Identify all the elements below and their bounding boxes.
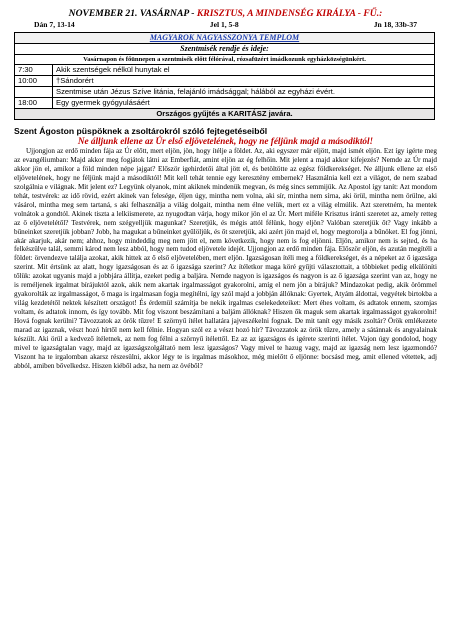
- reading-2: Jel 1, 5-8: [209, 20, 239, 29]
- mass-time: [15, 87, 53, 97]
- mass-time: 10:00: [15, 76, 53, 86]
- mass-intention: †Sándorért: [56, 76, 94, 85]
- schedule-row: [15, 76, 434, 87]
- schedule-row: [15, 65, 434, 76]
- article-title: Szent Ágoston püspöknek a zsoltárokról szóló fejtegetéseiből: [14, 126, 268, 136]
- mass-intention: Egy gyermek gyógyulásáért: [56, 98, 150, 107]
- mass-time: 18:00: [15, 98, 53, 108]
- mass-intention: Akik szentségek nélkül hunytak el: [56, 65, 170, 74]
- bulletin-page: [14, 8, 437, 371]
- rosary-note: Vasárnapon és főünnepen a szentmisék előtt félórával, rózsafüzért imádkozunk egyházközségünkért.: [15, 55, 434, 65]
- collection-notice: Országos gyűjtés a KARITÁSZ javára.: [15, 109, 434, 119]
- feast-title: KRISZTUS, A MINDENSÉG KIRÁLYA - FŰ.:: [196, 8, 383, 19]
- article-body: Ujjongjon az erdő minden fája az Úr előtt, mert eljön, jön, hogy ítélje a földet. Az, aki egyszer már eljött, majd ismét eljön. Ezt így igérte meg az evangéliumban: Majd akkor meg fogjátok látni az Emberfiát, amint eljön az ég felhőin. Mit jelent a majd akkor kifejezés? Nemde az Úr majd akkor jön el, amikor a föld minden népe jajgat? Először igehirdetői által jött el, és betöltötte az egész földkerekséget. Ne álljunk ellene az első eljövetelének, hogy ne féljünk majd a másodiktól! Mit kell tehát tennie egy keresztény embernek? Használnia kell ezt a világot, de nem szabad szolgálnia e világnak. Mit jelent ez? Legyünk olyanok, mint akiknek mindenük megvan, és még sincs semmijük. Az Apostol így tanít: Azt mondom tehát, testvérek: az idő rövid, ezért akinek van felesége, éljen úgy, mintha nem volna, aki sír, mintha nem sírna, aki örül, mintha nem örülne, aki vásárol, mintha meg sem tartaná, s aki felhasználja a világ dolgait, mintha nem élne velük, mert ez a világ elmúlik. Azt szeretném, ha mentek volnátok a gondtól. Akinek tiszta a lelkiismerete, az nyugodtan várja, hogy mikor jön el az Úr. Mert miféle Krisztus iránti szeretet az, amely retteg az ő eljövetelétől? Testvérek, nem szégyelljük magunkat? Szeretjük, és mégis attól félünk, hogy eljön? Valóban szeretjük őt? Vagy inkább a bűneinket szeretjük jobban? Jobb, ha magukat a bűneinket gyűlöljük, és őt szeretjük, aki azért jön majd el, hogy megtorolja a bűnöket. El fog jönni, akár akarjuk, akár nem; ahhoz, hogy mindeddig meg nem jött el, nem következik, hogy nem is fog eljönni. Eljön, amikor nem is sejted, és ha felkészülve talál, semmi károd nem lesz abból, hogy nem tudod eljövetele idejét. Ujjongjon az erdő minden fája. Először eljön, és azután megítéli a földet: örvendezve találja azokat, akik hittek az ő első eljövetelében, mert eljön. Igazságosan ítéli meg a földkerekséget, és a népeket az ő igazsága szerint. Mit értsünk az alatt, hogy igazságosan és az ő igazsága szerint? Az ítéletkor maga köré gyűjti választottait, a többieket pedig elkülöníti tőlük: azokat ugyanis majd a jobbjára állítja, ezeket pedig a baljára. Nemde nagyon is igazságos és nagyon is az ő igazsága szerint van az, hogy ne is reméljenek irgalmat bírájuktól azok, akik nem akartak irgalmasságot gyakorolni, amíg el nem jön a bírájuk? Mindazokat pedig, akik örömmel gyakorolták az irgalmasságot, ő maga is irgalmasan fogja megítélni, így szól majd a jobbján állóknak: Gyertek, Atyám áldottai, vegyétek birtokba a világ kezdetétől nektek készített országot! És érdemül számítja be nekik irgalmas cselekedeteiket: Mert éhes voltam, és adtatok ennem, szomjas voltam, és adtatok innom, és így tovább. Mit fog viszont beszámítani a baljám állóknak? Hiszen ők maguk sem akartak irgalmasságot gyakorolni! Hová fognak kerülni? Távozzatok az örök tűzre! E szörnyű ítélet hallatára jajveszékelni fognak. De mit tanít egy másik zsoltár? Örök emlékezete marad az igaznak, vészt hozó hírtől nem kell félnie. Hogyan szól ez a vészt hozó hír? Távozzatok az örök tűzre, amely a sátánnak és angyalainak készült. Aki örül a kedvező ítéletnek, az nem fog félni a szörnyű ítélettől. Ez az az igazságos és igérete szerinti ítélet. Vajon úgy gondolod, hogy mivel te igazságtalan vagy, majd az igazságszolgáltató nem lesz igazságos? Vagy mivel te hazug vagy, majd az igazság nem lesz igazmondó? Viszont ha te irgalomban akarsz részesülni, akkor légy te is irgalmas másokhoz, még mielőtt ő eljönne: bocsásd meg, amit ellened vétettek, adj abból, amiben bővelkedsz. Hiszen kiéből adsz, ha nem az övéből?: [14, 147, 437, 370]
- mass-schedule: [14, 32, 435, 120]
- church-name: MAGYAROK NAGYASSZONYA TEMPLOM: [15, 33, 434, 44]
- mass-intention: Szentmise után Jézus Szíve litánia, felajánló imádsággal; hálából az egyházi évért.: [56, 87, 336, 96]
- date-line: NOVEMBER 21. VASÁRNAP -: [68, 8, 195, 19]
- schedule-row: [15, 98, 434, 109]
- mass-time: 7:30: [15, 65, 53, 75]
- header: [14, 8, 437, 19]
- schedule-title: Szentmisék rendje és ideje:: [15, 44, 434, 55]
- article-subtitle: Ne álljunk ellene az Úr első eljövetelének, hogy ne féljünk majd a másodiktól!: [77, 136, 374, 146]
- schedule-row: [15, 87, 434, 98]
- readings: [14, 20, 437, 29]
- reading-3: Jn 18, 33b-37: [373, 20, 417, 29]
- reading-1: Dán 7, 13-14: [34, 20, 75, 29]
